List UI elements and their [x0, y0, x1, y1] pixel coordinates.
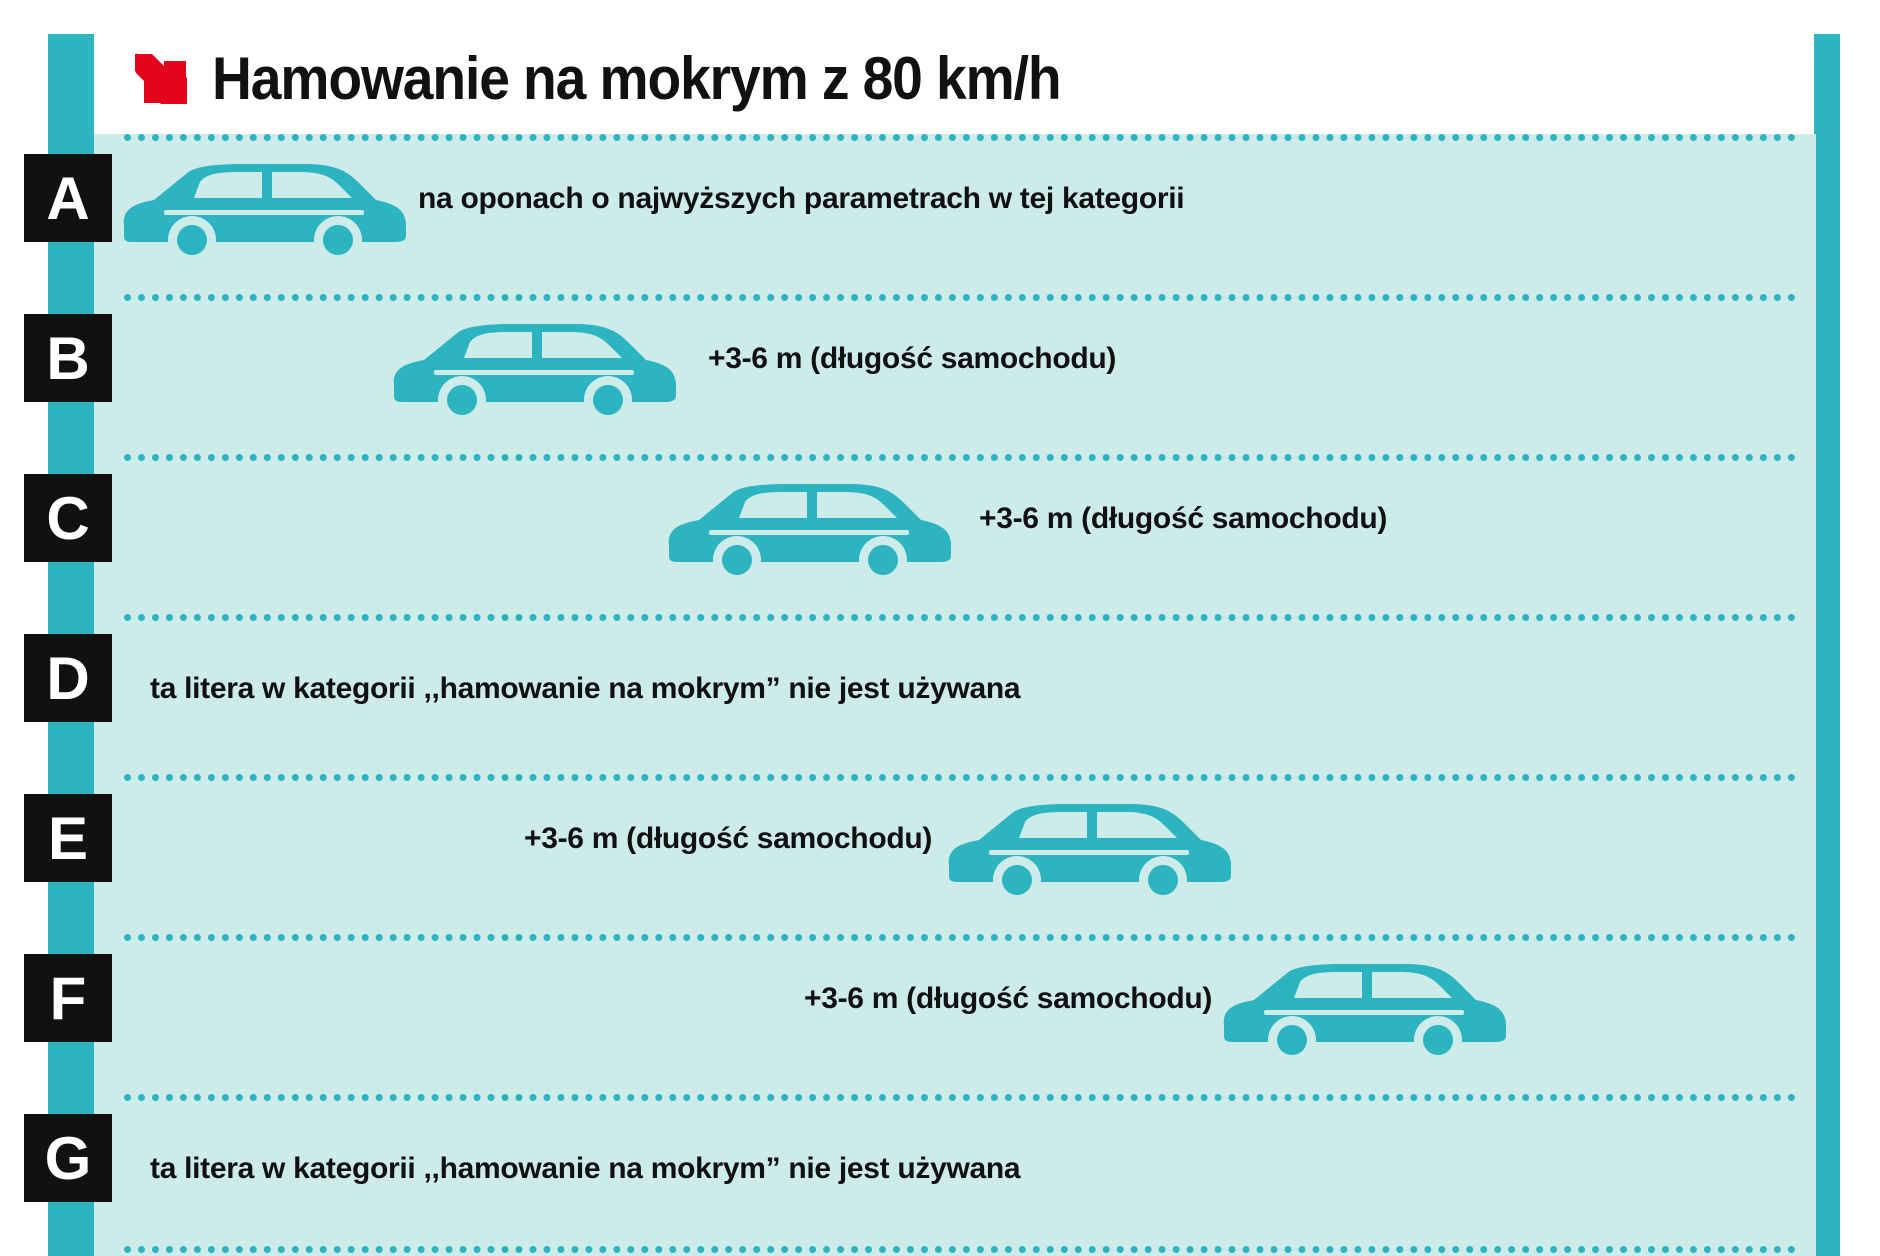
grade-badge-d: D	[24, 634, 112, 722]
row-label-e: +3-6 m (długość samochodu)	[524, 822, 933, 855]
row-divider	[124, 1094, 1796, 1101]
table-row	[49, 934, 1816, 1094]
grade-badge-a: A	[24, 154, 112, 242]
row-divider	[124, 934, 1796, 941]
row-divider	[124, 614, 1796, 621]
right-accent-bar	[1814, 34, 1840, 1256]
table-row	[46, 134, 1816, 294]
row-label-c: +3-6 m (długość samochodu)	[979, 502, 1388, 535]
row-label-d: ta litera w kategorii ,,hamowanie na mokrym” nie jest używana	[150, 672, 1021, 705]
table-row	[44, 1094, 1816, 1254]
row-divider	[124, 1246, 1796, 1253]
grade-badge-f: F	[24, 954, 112, 1042]
row-label-a: na oponach o najwyższych parametrach w tej kategorii	[418, 182, 1185, 215]
row-label-g: ta litera w kategorii ,,hamowanie na mokrym” nie jest używana	[150, 1152, 1021, 1185]
car-side-icon	[659, 468, 959, 583]
car-side-icon	[939, 788, 1239, 903]
row-divider	[124, 774, 1796, 781]
grade-badge-c: C	[24, 474, 112, 562]
header	[130, 38, 1134, 118]
table-row	[46, 614, 1816, 774]
table-row	[47, 774, 1816, 934]
arrow-down-right-icon	[130, 47, 192, 109]
grade-badge-g: G	[24, 1114, 112, 1202]
grade-badge-e: E	[24, 794, 112, 882]
row-divider	[124, 454, 1796, 461]
row-divider	[124, 294, 1796, 301]
table-row	[46, 294, 1816, 454]
car-side-icon	[114, 148, 414, 263]
car-side-icon	[384, 308, 684, 423]
table-row	[46, 454, 1816, 614]
row-label-b: +3-6 m (długość samochodu)	[708, 342, 1117, 375]
page-title: Hamowanie na mokrym z 80 km/h	[212, 44, 1061, 112]
car-side-icon	[1214, 948, 1514, 1063]
grade-badge-b: B	[24, 314, 112, 402]
row-label-f: +3-6 m (długość samochodu)	[804, 982, 1213, 1015]
rows-container	[44, 134, 1816, 1256]
row-divider	[124, 134, 1796, 141]
